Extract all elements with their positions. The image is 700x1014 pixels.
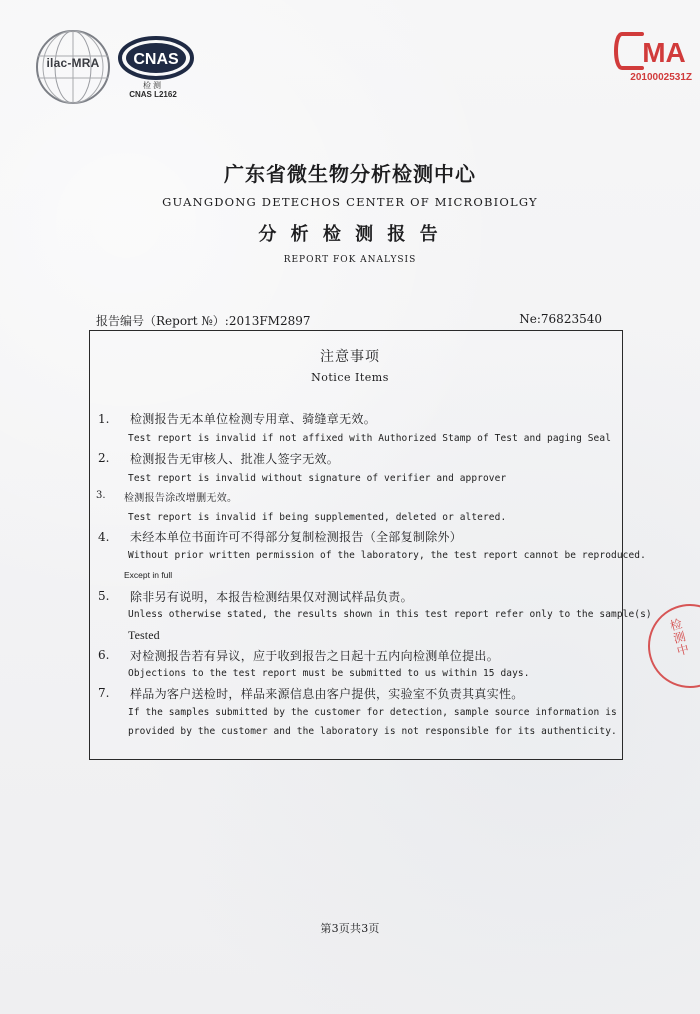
notice-item-cn: 除非另有说明，本报告检测结果仅对测试样品负责。 [130, 590, 413, 604]
notice-item-en: Unless otherwise stated, the results shown in this test report refer only to the sample(s) [128, 609, 652, 620]
notice-item-number: 5. [98, 589, 110, 603]
notice-item-number: 7. [98, 686, 110, 700]
cma-code: 2010002531Z [630, 72, 692, 83]
notice-item-number: 1. [98, 412, 110, 426]
report-title-en: REPORT FOK ANALYSIS [283, 255, 417, 265]
notice-item-number: 3. [96, 490, 106, 501]
notice-item-cn: 样品为客户送检时，样品来源信息由客户提供，实验室不负责其真实性。 [130, 687, 524, 701]
notice-item-number: 4. [98, 530, 110, 544]
serial-number: Ne:76823540 [519, 312, 602, 326]
organization-name-cn: 广东省微生物分析检测中心 [224, 162, 476, 186]
notice-item-number: 2. [98, 451, 110, 465]
notice-item-en-continued: Tested [128, 628, 160, 642]
cma-logo [612, 28, 690, 74]
notice-item-en: Test report is invalid without signature of verifier and approver [128, 473, 507, 484]
ilac-text: ilac-MRA [46, 56, 100, 70]
notice-item-number: 6. [98, 648, 110, 662]
ilac-mra-logo [34, 28, 112, 106]
cnas-text: CNAS [133, 51, 179, 68]
notice-item-en-continued: Except in full [124, 570, 173, 580]
notice-item-cn: 检测报告无本单位检测专用章、骑缝章无效。 [130, 412, 377, 426]
notice-item-en: If the samples submitted by the customer for detection, sample source information is [128, 707, 617, 718]
notice-item-cn: 检测报告无审核人、批准人签字无效。 [130, 452, 340, 466]
notice-item-en: Objections to the test report must be submitted to us within 15 days. [128, 668, 530, 679]
notice-item-en: Test report is invalid if not affixed with Authorized Stamp of Test and paging Seal [128, 433, 612, 444]
page-footer: 第3页共3页 [320, 922, 380, 935]
partial-stamp-text: 检测中 [667, 616, 691, 659]
notice-item-en: Without prior written permission of the laboratory, the test report cannot be reproduced. [128, 550, 646, 561]
report-number: 报告编号（Report №）:2013FM2897 [96, 314, 311, 328]
notice-item-en-continued: provided by the customer and the laboratory is not responsible for its authenticity. [128, 726, 617, 737]
report-title-cn: 分 析 检 测 报 告 [258, 224, 442, 245]
cnas-subtext: 检测 [143, 81, 163, 90]
cma-text: MA [642, 37, 686, 68]
cnas-code: CNAS L2162 [129, 90, 177, 99]
notice-title-cn: 注意事项 [320, 349, 380, 365]
cma-mark-icon [612, 28, 690, 74]
organization-name-en: GUANGDONG DETECHOS CENTER OF MICROBIOLGY [162, 195, 538, 209]
notice-title-en: Notice Items [311, 371, 389, 384]
notice-item-en: Test report is invalid if being supplemented, deleted or altered. [128, 512, 507, 523]
notice-item-cn: 检测报告涂改增删无效。 [124, 493, 238, 504]
notice-item-cn: 对检测报告若有异议，应于收到报告之日起十五内向检测单位提出。 [130, 649, 500, 663]
notice-item-cn: 未经本单位书面许可不得部分复制检测报告（全部复制除外） [130, 530, 463, 544]
